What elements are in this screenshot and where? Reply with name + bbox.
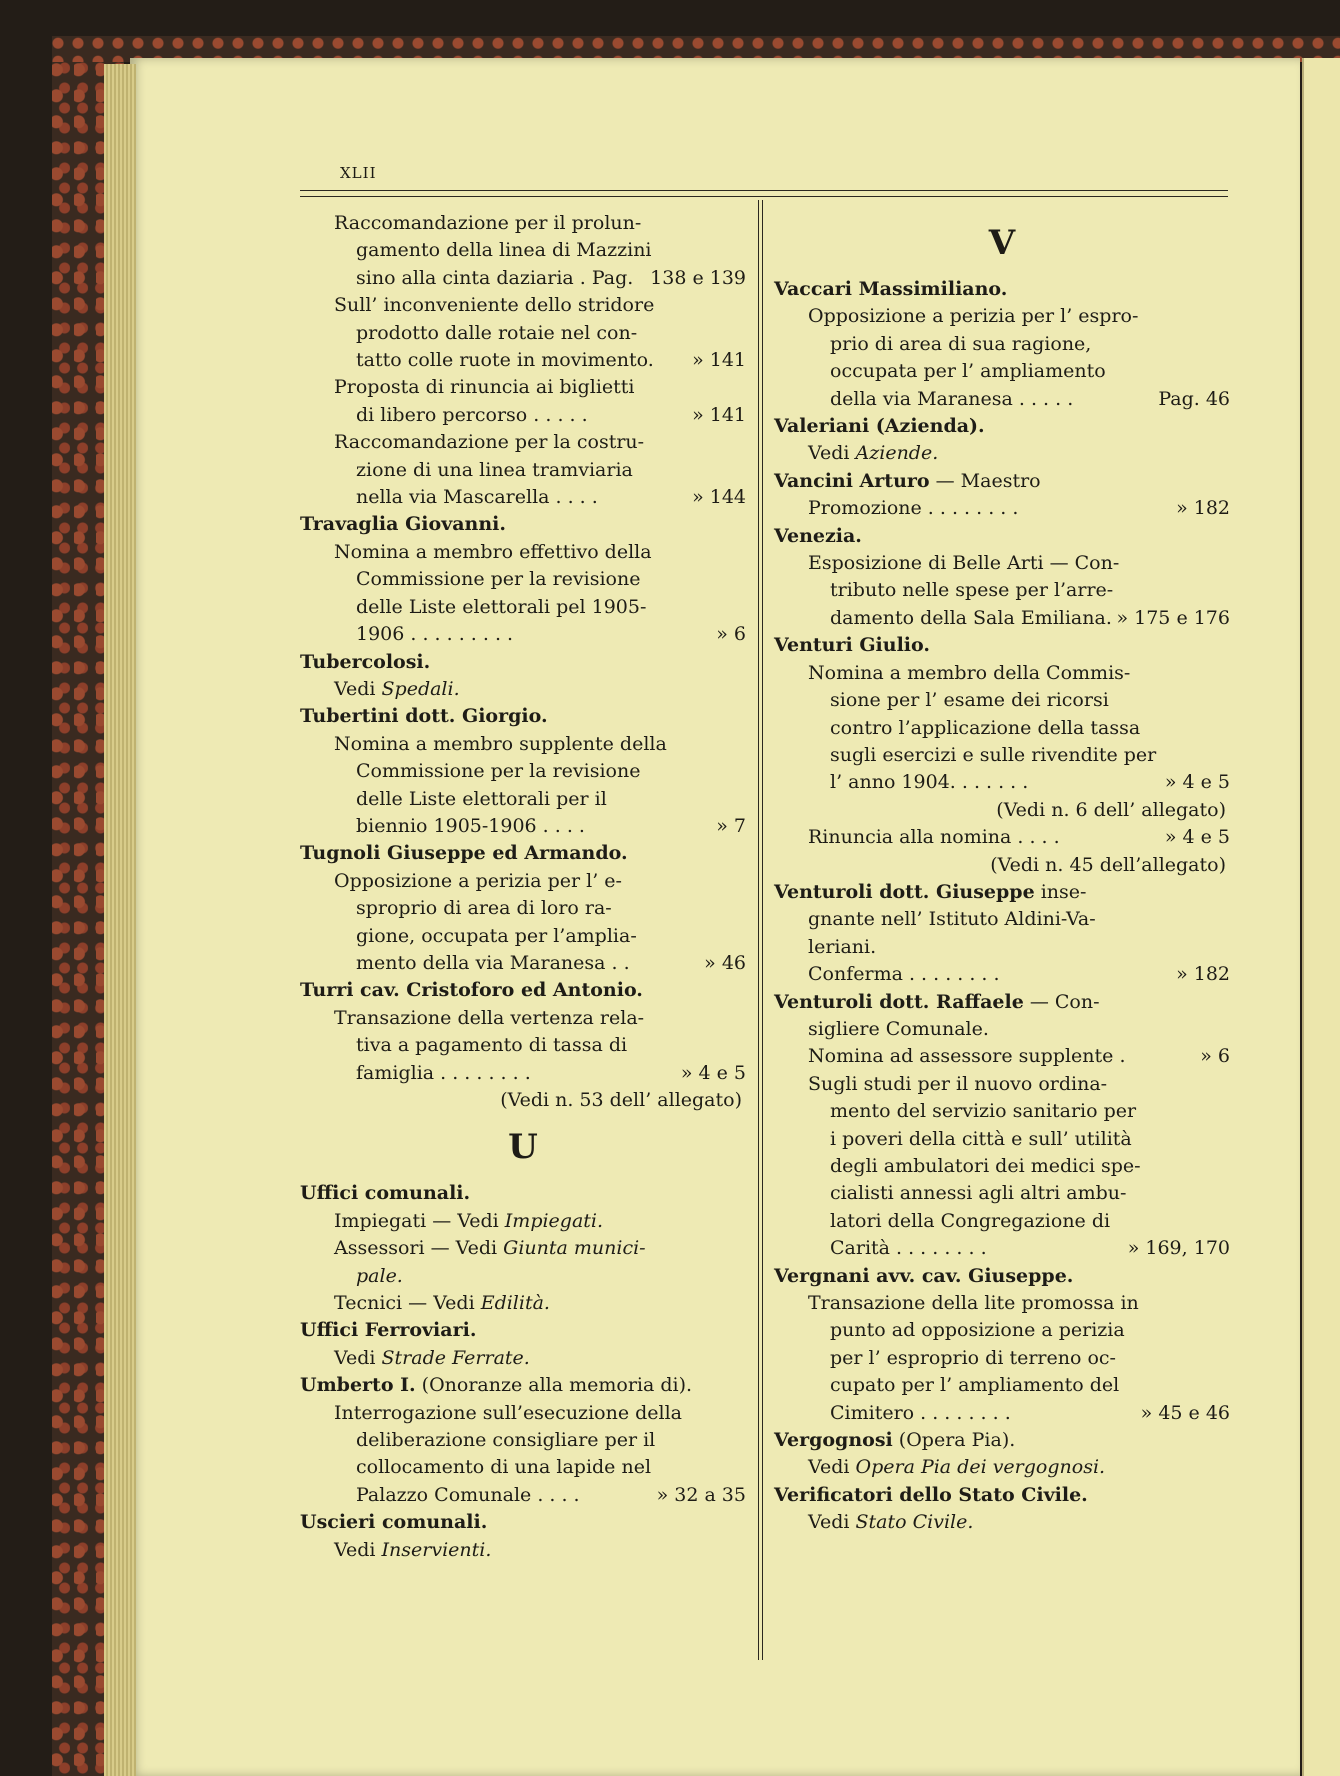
entry-text: Raccomandazione per la costru- [334, 431, 645, 454]
entry-text: gnante nell’ Istituto Aldini-Va- [808, 908, 1096, 931]
index-entry-line [774, 1126, 1230, 1153]
index-entry-line [774, 1098, 1230, 1125]
entry-text: Opposizione a perizia per l’ espro- [808, 305, 1139, 328]
index-entry-heading [774, 1427, 1230, 1454]
section-letter: U [508, 1127, 538, 1168]
index-entry-line [774, 1180, 1230, 1207]
vedi-label: Assessori — Vedi [334, 1237, 498, 1260]
index-entry-line [774, 331, 1230, 358]
index-entry-line [774, 1372, 1230, 1399]
vedi-target: Strade Ferrate. [381, 1346, 530, 1369]
index-entry-line [774, 1290, 1230, 1317]
entry-text: di libero percorso . . . . . [356, 403, 588, 426]
allegato-note: (Vedi n. 6 dell’ allegato) [996, 798, 1226, 821]
entry-text: gione, occupata per l’amplia- [356, 924, 637, 947]
vedi-target: Inservienti. [381, 1538, 492, 1561]
cross-reference [774, 1509, 1230, 1536]
index-entry-line [774, 1345, 1230, 1372]
vedi-label: Vedi [334, 1346, 376, 1369]
cross-reference [774, 440, 1230, 467]
index-entry-line [300, 429, 746, 456]
entry-text: Nomina a membro supplente della [334, 732, 667, 755]
index-entry-line [300, 1482, 746, 1509]
vedi-label: Vedi [808, 1511, 850, 1534]
entry-name: Uffici comunali. [300, 1182, 471, 1205]
entry-text: Commissione per la revisione [356, 760, 641, 783]
entry-text: mento del servizio sanitario per [830, 1100, 1137, 1123]
index-entry-heading [300, 1509, 746, 1536]
entry-text: sugli esercizi e sulle rivendite per [830, 743, 1157, 766]
index-entry-line [774, 961, 1230, 988]
entry-text: sione per l’ esame dei ricorsi [830, 689, 1109, 712]
vedi-target: pale. [356, 1264, 403, 1287]
index-entry-line [774, 1016, 1230, 1043]
page-reference: » 182 [1176, 963, 1230, 986]
index-entry-line [300, 566, 746, 593]
index-entry-heading [300, 977, 746, 1004]
entry-text: delle Liste elettorali per il [356, 787, 607, 810]
entry-text: Conferma . . . . . . . . [808, 963, 1000, 986]
vedi-target: Edilità. [480, 1292, 550, 1315]
entry-text: Proposta di rinuncia ai biglietti [334, 376, 635, 399]
entry-text: Transazione della vertenza rela- [334, 1006, 645, 1029]
entry-text: gamento della linea di Mazzini [356, 239, 652, 262]
index-entry-line [300, 210, 746, 237]
page-number: XLII [340, 164, 377, 182]
index-entry-line [300, 731, 746, 758]
entry-text: sproprio di area di loro ra- [356, 897, 612, 920]
index-entry-heading [300, 1180, 746, 1207]
entry-text: deliberazione consigliare per il [356, 1429, 656, 1452]
entry-name: Vergnani avv. cav. Giuseppe. [774, 1264, 1074, 1287]
index-entry-line [300, 813, 746, 840]
index-entry-line [774, 742, 1230, 769]
cross-reference [300, 1208, 746, 1235]
page-reference: » 141 [692, 349, 746, 372]
index-entry-heading [774, 879, 1230, 906]
section-letter: V [988, 223, 1016, 263]
index-entry-line [300, 1005, 746, 1032]
page-reference: 138 e 139 [650, 266, 746, 289]
entry-qualifier: inse- [1040, 880, 1087, 903]
page-reference: » 32 a 35 [656, 1483, 746, 1506]
index-entry-line [300, 1400, 746, 1427]
index-entry-line [774, 1235, 1230, 1262]
cross-reference [300, 676, 746, 703]
index-entry-line [300, 539, 746, 566]
allegato-note: (Vedi n. 53 dell’ allegato) [500, 1089, 742, 1111]
index-entry-line [300, 292, 746, 319]
page-reference: » 169, 170 [1127, 1237, 1230, 1260]
entry-name: Venturi Giulio. [774, 634, 930, 657]
entry-text: 1906 . . . . . . . . . [356, 623, 514, 646]
entry-name: Vergognosi [774, 1429, 893, 1452]
entry-text: contro l’applicazione della tassa [830, 716, 1141, 739]
index-entry-heading [300, 649, 746, 676]
entry-text: per l’ esproprio di terreno oc- [830, 1346, 1116, 1369]
page-reference: » 6 [1200, 1045, 1230, 1068]
entry-name: Turri cav. Cristoforo ed Antonio. [300, 979, 643, 1002]
entry-text: Nomina ad assessore supplente . [808, 1045, 1126, 1068]
entry-text: prodotto dalle rotaie nel con- [356, 321, 638, 344]
entry-name: Vaccari Massimiliano. [774, 278, 1008, 300]
index-entry-line [774, 550, 1230, 577]
page-reference: » 4 e 5 [1164, 771, 1230, 794]
index-entry-line [774, 577, 1230, 604]
index-entry-line [774, 495, 1230, 522]
entry-text: Palazzo Comunale . . . . [356, 1483, 580, 1506]
page-reference: » 182 [1176, 497, 1230, 520]
index-entry-line [774, 934, 1230, 961]
entry-text: Promozione . . . . . . . . [808, 497, 1019, 520]
entry-name: Tubertini dott. Giorgio. [300, 705, 548, 728]
entry-text: nella via Mascarella . . . . [356, 486, 598, 509]
entry-text: Nomina a membro effettivo della [334, 540, 652, 563]
entry-text: occupata per l’ ampliamento [830, 360, 1106, 383]
entry-text: i poveri della città e sull’ utilità [830, 1127, 1132, 1150]
index-entry-heading [774, 1263, 1230, 1290]
vedi-label: Vedi [808, 442, 850, 465]
vedi-label: Vedi [334, 677, 376, 700]
entry-text: cialisti annessi agli altri ambu- [830, 1182, 1127, 1205]
index-entry-heading [774, 523, 1230, 550]
page-edges [104, 64, 136, 1776]
left-index-column [300, 210, 746, 1564]
index-entry-line [774, 1317, 1230, 1344]
entry-text: Carità . . . . . . . . [830, 1237, 987, 1260]
index-entry-line [300, 402, 746, 429]
entry-text: Raccomandazione per il prolun- [334, 212, 642, 234]
vedi-target: Giunta munici- [503, 1237, 646, 1260]
entry-text: tatto colle ruote in movimento. [356, 349, 654, 372]
index-entry-line [774, 605, 1230, 632]
entry-name: Umberto I. [300, 1374, 416, 1397]
index-entry-heading [300, 1372, 746, 1399]
entry-text: Interrogazione sull’esecuzione della [334, 1401, 682, 1424]
entry-name: Venturoli dott. Giuseppe [774, 880, 1035, 903]
page-reference: » 6 [716, 623, 746, 646]
next-page-edge [1302, 58, 1340, 1776]
vedi-label: Vedi [808, 1456, 850, 1479]
entry-qualifier: — Maestro [935, 469, 1041, 492]
entry-text: delle Liste elettorali pel 1905- [356, 595, 647, 618]
entry-text: famiglia . . . . . . . . [356, 1061, 531, 1084]
entry-text: Cimitero . . . . . . . . [830, 1401, 1011, 1424]
entry-text: punto ad opposizione a perizia [830, 1319, 1125, 1342]
index-entry-line [300, 923, 746, 950]
entry-text: della via Maranesa . . . . . [830, 387, 1074, 410]
entry-name: Vancini Arturo [774, 469, 930, 492]
index-entry-line [300, 237, 746, 264]
index-entry-line [774, 1400, 1230, 1427]
index-entry-heading [300, 703, 746, 730]
entry-name: Uffici Ferroviari. [300, 1319, 477, 1342]
allegato-note: (Vedi n. 45 dell’allegato) [990, 853, 1226, 876]
entry-text: tributo nelle spese per l’arre- [830, 579, 1114, 602]
entry-qualifier: (Onoranze alla memoria di). [421, 1374, 693, 1397]
index-entry-line [300, 621, 746, 648]
entry-text: mento della via Maranesa . . [356, 951, 630, 974]
cross-reference [300, 1537, 746, 1564]
index-entry-line [300, 265, 746, 292]
page-reference: » 141 [692, 403, 746, 426]
entry-name: Venturoli dott. Raffaele [774, 990, 1024, 1013]
index-entry-line [300, 950, 746, 977]
page-reference: » 144 [692, 486, 746, 509]
index-entry-line [774, 358, 1230, 385]
vedi-target: Impiegati. [504, 1209, 604, 1232]
entry-qualifier: (Opera Pia). [898, 1429, 1016, 1452]
entry-text: cupato per l’ ampliamento del [830, 1374, 1120, 1397]
index-entry-line [774, 824, 1230, 851]
index-entry-heading [774, 413, 1230, 440]
entry-text: Commissione per la revisione [356, 568, 641, 591]
page-reference: » 7 [716, 814, 746, 837]
entry-text: damento della Sala Emiliana. [830, 606, 1112, 629]
index-entry-heading [774, 1482, 1230, 1509]
index-entry-line [774, 1208, 1230, 1235]
index-entry-line [774, 769, 1230, 796]
entry-text: biennio 1905-1906 . . . . [356, 814, 585, 837]
cross-reference-continuation [300, 1263, 746, 1290]
page-reference: » 4 e 5 [1164, 826, 1230, 849]
index-entry-heading [300, 511, 746, 538]
page-reference: » 46 [704, 951, 746, 974]
right-index-column [774, 210, 1230, 1537]
index-entry-heading [300, 1317, 746, 1344]
entry-name: Venezia. [774, 524, 862, 547]
entry-text: degli ambulatori dei medici spe- [830, 1155, 1141, 1177]
index-entry-line [300, 1454, 746, 1481]
entry-text: sino alla cinta daziaria . Pag. [356, 266, 634, 289]
index-entry-line [774, 303, 1230, 330]
entry-text: zione di una linea tramviaria [356, 458, 633, 481]
header-rule [300, 190, 1228, 197]
entry-name: Verificatori dello Stato Civile. [774, 1483, 1088, 1506]
entry-name: Uscieri comunali. [300, 1511, 488, 1534]
vedi-target: Aziende. [855, 442, 939, 465]
index-entry-line [774, 1043, 1230, 1070]
entry-name: Valeriani (Azienda). [774, 415, 985, 438]
page-reference: » 175 e 176 [1116, 606, 1230, 629]
index-entry-line [300, 1032, 746, 1059]
entry-text: Nomina a membro della Commis- [808, 661, 1131, 684]
index-entry-line [774, 1071, 1230, 1098]
index-entry-line [300, 374, 746, 401]
vedi-label: Impiegati — Vedi [334, 1209, 499, 1232]
index-entry-line [300, 484, 746, 511]
index-entry-line [774, 715, 1230, 742]
entry-name: Travaglia Giovanni. [300, 513, 507, 536]
entry-text: Sugli studi per il nuovo ordina- [808, 1072, 1108, 1095]
index-entry-line [774, 660, 1230, 687]
index-entry-line [300, 758, 746, 785]
entry-qualifier: — Con- [1029, 990, 1100, 1013]
vedi-target: Stato Civile. [855, 1511, 974, 1534]
entry-name: Tubercolosi. [300, 650, 431, 673]
page-reference: Pag. 46 [1158, 387, 1230, 410]
entry-text: collocamento di una lapide nel [356, 1456, 652, 1479]
vedi-label: Tecnici — Vedi [334, 1292, 475, 1315]
entry-text: Esposizione di Belle Arti — Con- [808, 552, 1120, 575]
index-entry-heading [774, 989, 1230, 1016]
cross-reference [300, 1345, 746, 1372]
cross-reference [300, 1235, 746, 1262]
index-entry-line [300, 1060, 746, 1087]
entry-text: Opposizione a perizia per l’ e- [334, 869, 622, 892]
index-entry-line [774, 1153, 1230, 1180]
entry-text: sigliere Comunale. [808, 1017, 989, 1040]
index-entry-line [300, 868, 746, 895]
entry-text: Transazione della lite promossa in [808, 1292, 1139, 1315]
index-entry-line [300, 786, 746, 813]
entry-text: Sull’ inconveniente dello stridore [334, 294, 655, 317]
cross-reference [300, 1290, 746, 1317]
index-entry-line [774, 687, 1230, 714]
index-entry-line [774, 906, 1230, 933]
index-entry-heading [300, 840, 746, 867]
vedi-target: Spedali. [381, 677, 460, 700]
index-entry-line [300, 1427, 746, 1454]
page-reference: » 4 e 5 [680, 1061, 746, 1084]
index-entry-line [774, 386, 1230, 413]
index-entry-line [300, 320, 746, 347]
entry-text: prio di area di sua ragione, [830, 332, 1092, 355]
entry-text: leriani. [808, 935, 877, 958]
index-entry-line [300, 457, 746, 484]
entry-text: latori della Congregazione di [830, 1209, 1111, 1232]
entry-text: l’ anno 1904. . . . . . . [830, 771, 1029, 794]
index-entry-heading [774, 276, 1230, 303]
index-entry-line [300, 895, 746, 922]
column-divider [758, 200, 763, 1660]
vedi-target: Opera Pia dei vergognosi. [855, 1456, 1106, 1479]
entry-name: Tugnoli Giuseppe ed Armando. [300, 842, 628, 865]
index-entry-line [300, 347, 746, 374]
index-entry-heading [774, 632, 1230, 659]
index-entry-line [300, 594, 746, 621]
vedi-label: Vedi [334, 1538, 376, 1561]
entry-text: tiva a pagamento di tassa di [356, 1034, 628, 1057]
entry-text: Rinuncia alla nomina . . . . [808, 826, 1060, 849]
index-entry-heading [774, 468, 1230, 495]
page-reference: » 45 e 46 [1140, 1401, 1230, 1424]
cross-reference [774, 1454, 1230, 1481]
